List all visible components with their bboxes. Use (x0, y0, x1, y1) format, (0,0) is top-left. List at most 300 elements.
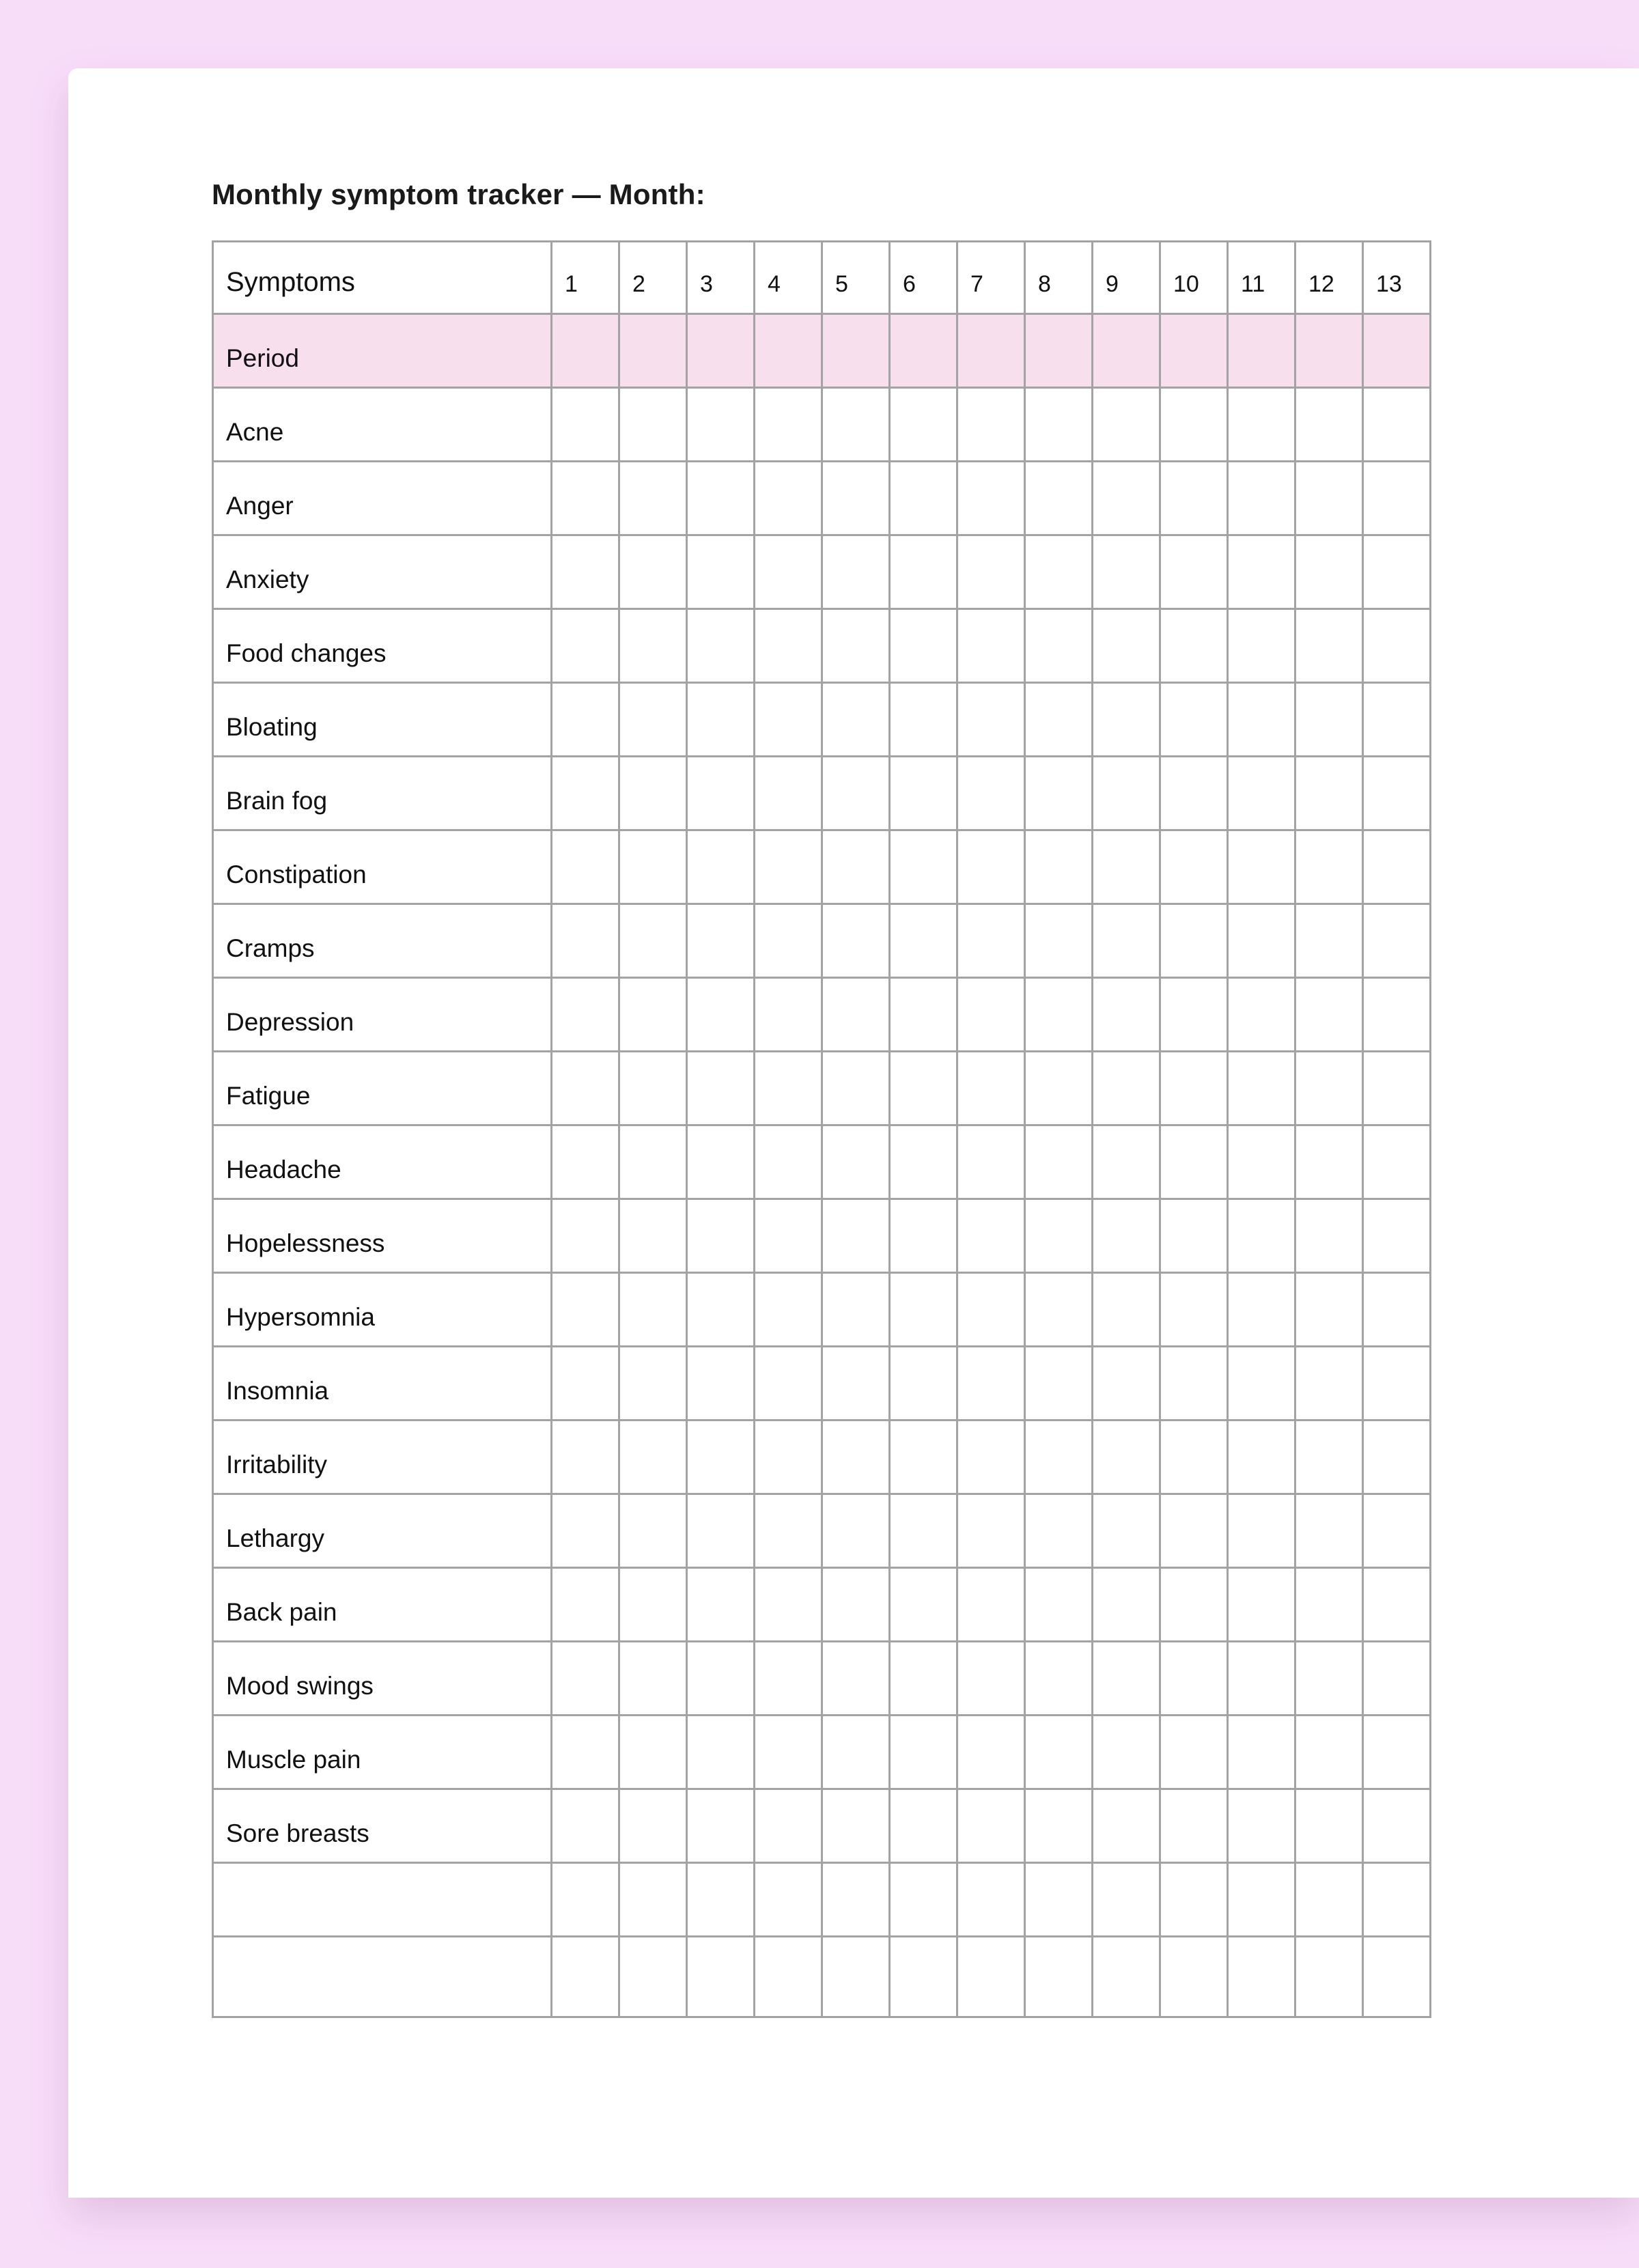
day-checkbox-cell[interactable] (1363, 388, 1431, 462)
day-checkbox-cell[interactable] (957, 1273, 1025, 1347)
day-checkbox-cell[interactable] (1093, 683, 1160, 757)
day-checkbox-cell[interactable] (822, 904, 890, 978)
day-checkbox-cell[interactable] (1025, 1273, 1093, 1347)
day-checkbox-cell[interactable] (1295, 314, 1363, 388)
day-checkbox-cell[interactable] (1025, 1789, 1093, 1863)
day-checkbox-cell[interactable] (1295, 683, 1363, 757)
day-checkbox-cell[interactable] (822, 388, 890, 462)
day-checkbox-cell[interactable] (552, 462, 619, 535)
day-checkbox-cell[interactable] (755, 978, 822, 1052)
day-checkbox-cell[interactable] (1228, 314, 1295, 388)
day-checkbox-cell[interactable] (1363, 904, 1431, 978)
day-checkbox-cell[interactable] (957, 1789, 1025, 1863)
symptom-label-cell-empty[interactable] (213, 1863, 552, 1937)
day-checkbox-cell[interactable] (619, 1789, 687, 1863)
day-checkbox-cell[interactable] (1160, 1937, 1228, 2017)
day-checkbox-cell[interactable] (1025, 978, 1093, 1052)
day-checkbox-cell[interactable] (1228, 1052, 1295, 1125)
day-checkbox-cell[interactable] (822, 683, 890, 757)
day-checkbox-cell[interactable] (687, 314, 755, 388)
day-checkbox-cell[interactable] (755, 830, 822, 904)
day-checkbox-cell[interactable] (552, 1199, 619, 1273)
day-checkbox-cell[interactable] (619, 1642, 687, 1716)
day-checkbox-cell[interactable] (1160, 830, 1228, 904)
day-checkbox-cell[interactable] (619, 904, 687, 978)
day-checkbox-cell[interactable] (957, 1937, 1025, 2017)
day-checkbox-cell[interactable] (755, 757, 822, 830)
day-checkbox-cell[interactable] (1295, 1273, 1363, 1347)
day-checkbox-cell[interactable] (619, 1420, 687, 1494)
day-checkbox-cell[interactable] (1093, 535, 1160, 609)
day-checkbox-cell[interactable] (1025, 1125, 1093, 1199)
day-checkbox-cell[interactable] (1025, 757, 1093, 830)
day-checkbox-cell[interactable] (687, 1642, 755, 1716)
symptom-label-cell[interactable]: Sore breasts (213, 1789, 552, 1863)
symptom-label-cell[interactable]: Back pain (213, 1568, 552, 1642)
symptom-label-cell[interactable]: Mood swings (213, 1642, 552, 1716)
day-checkbox-cell[interactable] (1093, 1199, 1160, 1273)
day-checkbox-cell[interactable] (1363, 609, 1431, 683)
day-checkbox-cell[interactable] (1295, 1937, 1363, 2017)
day-checkbox-cell[interactable] (619, 314, 687, 388)
day-checkbox-cell[interactable] (755, 1420, 822, 1494)
day-checkbox-cell[interactable] (1228, 830, 1295, 904)
day-checkbox-cell[interactable] (957, 1125, 1025, 1199)
day-checkbox-cell[interactable] (1295, 757, 1363, 830)
day-checkbox-cell[interactable] (1160, 683, 1228, 757)
day-checkbox-cell[interactable] (619, 1347, 687, 1420)
day-checkbox-cell[interactable] (957, 1199, 1025, 1273)
day-checkbox-cell[interactable] (1160, 1568, 1228, 1642)
day-checkbox-cell[interactable] (1093, 1273, 1160, 1347)
day-checkbox-cell[interactable] (822, 609, 890, 683)
day-checkbox-cell[interactable] (552, 1494, 619, 1568)
day-checkbox-cell[interactable] (552, 1273, 619, 1347)
day-checkbox-cell[interactable] (890, 1863, 957, 1937)
day-checkbox-cell[interactable] (1093, 978, 1160, 1052)
day-checkbox-cell[interactable] (552, 757, 619, 830)
day-checkbox-cell[interactable] (1160, 1273, 1228, 1347)
day-checkbox-cell[interactable] (822, 1347, 890, 1420)
day-checkbox-cell[interactable] (890, 830, 957, 904)
symptom-label-cell[interactable]: Headache (213, 1125, 552, 1199)
day-checkbox-cell[interactable] (1295, 1716, 1363, 1789)
day-checkbox-cell[interactable] (890, 1420, 957, 1494)
day-checkbox-cell[interactable] (687, 1420, 755, 1494)
day-checkbox-cell[interactable] (755, 1789, 822, 1863)
day-checkbox-cell[interactable] (1160, 1125, 1228, 1199)
day-checkbox-cell[interactable] (619, 388, 687, 462)
day-checkbox-cell[interactable] (619, 1494, 687, 1568)
day-checkbox-cell[interactable] (1228, 1863, 1295, 1937)
day-checkbox-cell[interactable] (1160, 757, 1228, 830)
day-checkbox-cell[interactable] (957, 462, 1025, 535)
day-checkbox-cell[interactable] (687, 904, 755, 978)
day-checkbox-cell[interactable] (552, 904, 619, 978)
day-checkbox-cell[interactable] (755, 1863, 822, 1937)
day-checkbox-cell[interactable] (1363, 830, 1431, 904)
day-checkbox-cell[interactable] (1228, 683, 1295, 757)
day-checkbox-cell[interactable] (755, 1494, 822, 1568)
day-checkbox-cell[interactable] (552, 1937, 619, 2017)
day-checkbox-cell[interactable] (1295, 830, 1363, 904)
day-checkbox-cell[interactable] (1228, 1125, 1295, 1199)
symptom-label-cell[interactable]: Brain fog (213, 757, 552, 830)
day-checkbox-cell[interactable] (1295, 1642, 1363, 1716)
day-checkbox-cell[interactable] (755, 1642, 822, 1716)
day-checkbox-cell[interactable] (957, 388, 1025, 462)
day-checkbox-cell[interactable] (1363, 1789, 1431, 1863)
day-checkbox-cell[interactable] (1295, 904, 1363, 978)
day-checkbox-cell[interactable] (619, 830, 687, 904)
day-checkbox-cell[interactable] (1295, 1420, 1363, 1494)
day-checkbox-cell[interactable] (1363, 1863, 1431, 1937)
day-checkbox-cell[interactable] (687, 978, 755, 1052)
day-checkbox-cell[interactable] (1363, 757, 1431, 830)
day-checkbox-cell[interactable] (822, 535, 890, 609)
day-checkbox-cell[interactable] (619, 1568, 687, 1642)
day-checkbox-cell[interactable] (1025, 1863, 1093, 1937)
day-checkbox-cell[interactable] (1363, 1420, 1431, 1494)
day-checkbox-cell[interactable] (890, 1568, 957, 1642)
day-checkbox-cell[interactable] (1160, 388, 1228, 462)
day-checkbox-cell[interactable] (822, 757, 890, 830)
day-checkbox-cell[interactable] (1295, 535, 1363, 609)
day-checkbox-cell[interactable] (687, 1125, 755, 1199)
day-checkbox-cell[interactable] (687, 535, 755, 609)
day-checkbox-cell[interactable] (1295, 609, 1363, 683)
day-checkbox-cell[interactable] (890, 1494, 957, 1568)
day-checkbox-cell[interactable] (1093, 1052, 1160, 1125)
day-checkbox-cell[interactable] (1160, 314, 1228, 388)
day-checkbox-cell[interactable] (1025, 1420, 1093, 1494)
day-checkbox-cell[interactable] (957, 1420, 1025, 1494)
day-checkbox-cell[interactable] (687, 1494, 755, 1568)
symptom-label-cell[interactable]: Insomnia (213, 1347, 552, 1420)
day-checkbox-cell[interactable] (1160, 1642, 1228, 1716)
day-checkbox-cell[interactable] (822, 978, 890, 1052)
day-checkbox-cell[interactable] (890, 1273, 957, 1347)
day-checkbox-cell[interactable] (552, 609, 619, 683)
day-checkbox-cell[interactable] (755, 314, 822, 388)
day-checkbox-cell[interactable] (552, 1789, 619, 1863)
day-checkbox-cell[interactable] (1093, 1568, 1160, 1642)
day-checkbox-cell[interactable] (552, 1716, 619, 1789)
day-checkbox-cell[interactable] (890, 1789, 957, 1863)
day-checkbox-cell[interactable] (687, 757, 755, 830)
day-checkbox-cell[interactable] (1228, 1347, 1295, 1420)
day-checkbox-cell[interactable] (687, 462, 755, 535)
symptom-label-cell[interactable]: Irritability (213, 1420, 552, 1494)
day-checkbox-cell[interactable] (1363, 314, 1431, 388)
day-checkbox-cell[interactable] (1295, 462, 1363, 535)
day-checkbox-cell[interactable] (1228, 462, 1295, 535)
day-checkbox-cell[interactable] (1160, 1347, 1228, 1420)
day-checkbox-cell[interactable] (1160, 462, 1228, 535)
day-checkbox-cell[interactable] (687, 1347, 755, 1420)
day-checkbox-cell[interactable] (822, 1789, 890, 1863)
day-checkbox-cell[interactable] (755, 1125, 822, 1199)
day-checkbox-cell[interactable] (687, 1568, 755, 1642)
day-checkbox-cell[interactable] (755, 1199, 822, 1273)
day-checkbox-cell[interactable] (890, 609, 957, 683)
day-checkbox-cell[interactable] (1160, 1494, 1228, 1568)
day-checkbox-cell[interactable] (1295, 1125, 1363, 1199)
day-checkbox-cell[interactable] (890, 314, 957, 388)
day-checkbox-cell[interactable] (1093, 1863, 1160, 1937)
day-checkbox-cell[interactable] (687, 388, 755, 462)
day-checkbox-cell[interactable] (890, 462, 957, 535)
day-checkbox-cell[interactable] (755, 1716, 822, 1789)
day-checkbox-cell[interactable] (890, 978, 957, 1052)
day-checkbox-cell[interactable] (1160, 1716, 1228, 1789)
day-checkbox-cell[interactable] (822, 1642, 890, 1716)
day-checkbox-cell[interactable] (890, 1125, 957, 1199)
day-checkbox-cell[interactable] (552, 314, 619, 388)
day-checkbox-cell[interactable] (1363, 1347, 1431, 1420)
day-checkbox-cell[interactable] (1228, 535, 1295, 609)
day-checkbox-cell[interactable] (1025, 1199, 1093, 1273)
day-checkbox-cell[interactable] (1363, 1937, 1431, 2017)
symptom-label-cell[interactable]: Anxiety (213, 535, 552, 609)
day-checkbox-cell[interactable] (687, 830, 755, 904)
day-checkbox-cell[interactable] (1363, 683, 1431, 757)
symptom-label-cell-empty[interactable] (213, 1937, 552, 2017)
day-checkbox-cell[interactable] (755, 1937, 822, 2017)
symptom-label-cell[interactable]: Depression (213, 978, 552, 1052)
day-checkbox-cell[interactable] (1363, 1642, 1431, 1716)
day-checkbox-cell[interactable] (1228, 1273, 1295, 1347)
day-checkbox-cell[interactable] (890, 1642, 957, 1716)
day-checkbox-cell[interactable] (552, 978, 619, 1052)
day-checkbox-cell[interactable] (822, 830, 890, 904)
day-checkbox-cell[interactable] (1363, 1125, 1431, 1199)
day-checkbox-cell[interactable] (687, 1052, 755, 1125)
day-checkbox-cell[interactable] (687, 1273, 755, 1347)
day-checkbox-cell[interactable] (619, 978, 687, 1052)
day-checkbox-cell[interactable] (1363, 1273, 1431, 1347)
day-checkbox-cell[interactable] (1228, 1568, 1295, 1642)
day-checkbox-cell[interactable] (1160, 1420, 1228, 1494)
day-checkbox-cell[interactable] (552, 1052, 619, 1125)
day-checkbox-cell[interactable] (822, 1273, 890, 1347)
day-checkbox-cell[interactable] (822, 1420, 890, 1494)
day-checkbox-cell[interactable] (1160, 1789, 1228, 1863)
day-checkbox-cell[interactable] (1025, 683, 1093, 757)
day-checkbox-cell[interactable] (1228, 757, 1295, 830)
day-checkbox-cell[interactable] (755, 683, 822, 757)
symptom-label-cell[interactable]: Hypersomnia (213, 1273, 552, 1347)
day-checkbox-cell[interactable] (1295, 1347, 1363, 1420)
day-checkbox-cell[interactable] (957, 1568, 1025, 1642)
day-checkbox-cell[interactable] (687, 683, 755, 757)
day-checkbox-cell[interactable] (619, 535, 687, 609)
day-checkbox-cell[interactable] (890, 683, 957, 757)
day-checkbox-cell[interactable] (822, 314, 890, 388)
day-checkbox-cell[interactable] (957, 314, 1025, 388)
day-checkbox-cell[interactable] (1228, 1494, 1295, 1568)
day-checkbox-cell[interactable] (890, 388, 957, 462)
day-checkbox-cell[interactable] (1025, 1716, 1093, 1789)
day-checkbox-cell[interactable] (1025, 314, 1093, 388)
day-checkbox-cell[interactable] (619, 1052, 687, 1125)
day-checkbox-cell[interactable] (1025, 1347, 1093, 1420)
day-checkbox-cell[interactable] (1025, 609, 1093, 683)
day-checkbox-cell[interactable] (1295, 1199, 1363, 1273)
day-checkbox-cell[interactable] (1093, 757, 1160, 830)
day-checkbox-cell[interactable] (1363, 1716, 1431, 1789)
symptom-label-cell[interactable]: Muscle pain (213, 1716, 552, 1789)
day-checkbox-cell[interactable] (1363, 535, 1431, 609)
day-checkbox-cell[interactable] (1160, 904, 1228, 978)
day-checkbox-cell[interactable] (552, 830, 619, 904)
day-checkbox-cell[interactable] (552, 535, 619, 609)
day-checkbox-cell[interactable] (1093, 904, 1160, 978)
day-checkbox-cell[interactable] (1093, 609, 1160, 683)
day-checkbox-cell[interactable] (755, 1347, 822, 1420)
day-checkbox-cell[interactable] (822, 1568, 890, 1642)
day-checkbox-cell[interactable] (822, 1716, 890, 1789)
day-checkbox-cell[interactable] (1025, 462, 1093, 535)
day-checkbox-cell[interactable] (957, 1642, 1025, 1716)
day-checkbox-cell[interactable] (1363, 1052, 1431, 1125)
day-checkbox-cell[interactable] (755, 904, 822, 978)
day-checkbox-cell[interactable] (822, 462, 890, 535)
day-checkbox-cell[interactable] (687, 1937, 755, 2017)
day-checkbox-cell[interactable] (890, 1199, 957, 1273)
day-checkbox-cell[interactable] (1025, 904, 1093, 978)
day-checkbox-cell[interactable] (890, 1716, 957, 1789)
day-checkbox-cell[interactable] (552, 1863, 619, 1937)
day-checkbox-cell[interactable] (822, 1863, 890, 1937)
day-checkbox-cell[interactable] (552, 1642, 619, 1716)
day-checkbox-cell[interactable] (755, 388, 822, 462)
day-checkbox-cell[interactable] (755, 1273, 822, 1347)
day-checkbox-cell[interactable] (619, 462, 687, 535)
day-checkbox-cell[interactable] (1160, 1052, 1228, 1125)
day-checkbox-cell[interactable] (1228, 1199, 1295, 1273)
day-checkbox-cell[interactable] (619, 1937, 687, 2017)
day-checkbox-cell[interactable] (957, 1052, 1025, 1125)
day-checkbox-cell[interactable] (687, 1863, 755, 1937)
day-checkbox-cell[interactable] (890, 757, 957, 830)
day-checkbox-cell[interactable] (1363, 978, 1431, 1052)
day-checkbox-cell[interactable] (1160, 609, 1228, 683)
day-checkbox-cell[interactable] (619, 683, 687, 757)
day-checkbox-cell[interactable] (1093, 1642, 1160, 1716)
day-checkbox-cell[interactable] (1228, 388, 1295, 462)
day-checkbox-cell[interactable] (957, 1863, 1025, 1937)
day-checkbox-cell[interactable] (1160, 1863, 1228, 1937)
day-checkbox-cell[interactable] (755, 1568, 822, 1642)
day-checkbox-cell[interactable] (890, 1052, 957, 1125)
day-checkbox-cell[interactable] (1228, 609, 1295, 683)
day-checkbox-cell[interactable] (619, 609, 687, 683)
day-checkbox-cell[interactable] (619, 1125, 687, 1199)
day-checkbox-cell[interactable] (1093, 1716, 1160, 1789)
day-checkbox-cell[interactable] (755, 462, 822, 535)
day-checkbox-cell[interactable] (957, 830, 1025, 904)
day-checkbox-cell[interactable] (687, 1789, 755, 1863)
day-checkbox-cell[interactable] (957, 978, 1025, 1052)
day-checkbox-cell[interactable] (687, 1199, 755, 1273)
day-checkbox-cell[interactable] (1025, 1642, 1093, 1716)
day-checkbox-cell[interactable] (890, 535, 957, 609)
day-checkbox-cell[interactable] (957, 1347, 1025, 1420)
day-checkbox-cell[interactable] (1093, 1420, 1160, 1494)
day-checkbox-cell[interactable] (957, 1716, 1025, 1789)
day-checkbox-cell[interactable] (619, 1273, 687, 1347)
day-checkbox-cell[interactable] (1295, 1789, 1363, 1863)
day-checkbox-cell[interactable] (755, 609, 822, 683)
symptom-label-cell[interactable]: Fatigue (213, 1052, 552, 1125)
day-checkbox-cell[interactable] (619, 1863, 687, 1937)
day-checkbox-cell[interactable] (1025, 1937, 1093, 2017)
day-checkbox-cell[interactable] (619, 1199, 687, 1273)
day-checkbox-cell[interactable] (1363, 1568, 1431, 1642)
day-checkbox-cell[interactable] (1025, 1568, 1093, 1642)
day-checkbox-cell[interactable] (822, 1199, 890, 1273)
day-checkbox-cell[interactable] (1025, 830, 1093, 904)
day-checkbox-cell[interactable] (687, 1716, 755, 1789)
day-checkbox-cell[interactable] (957, 1494, 1025, 1568)
day-checkbox-cell[interactable] (552, 1420, 619, 1494)
day-checkbox-cell[interactable] (619, 1716, 687, 1789)
symptom-label-cell[interactable]: Constipation (213, 830, 552, 904)
day-checkbox-cell[interactable] (687, 609, 755, 683)
day-checkbox-cell[interactable] (822, 1494, 890, 1568)
day-checkbox-cell[interactable] (890, 1937, 957, 2017)
day-checkbox-cell[interactable] (822, 1052, 890, 1125)
day-checkbox-cell[interactable] (1295, 388, 1363, 462)
symptom-label-cell[interactable]: Acne (213, 388, 552, 462)
day-checkbox-cell[interactable] (619, 757, 687, 830)
day-checkbox-cell[interactable] (890, 904, 957, 978)
day-checkbox-cell[interactable] (1228, 1937, 1295, 2017)
day-checkbox-cell[interactable] (755, 1052, 822, 1125)
day-checkbox-cell[interactable] (957, 904, 1025, 978)
day-checkbox-cell[interactable] (1363, 1494, 1431, 1568)
day-checkbox-cell[interactable] (1093, 1347, 1160, 1420)
day-checkbox-cell[interactable] (822, 1937, 890, 2017)
day-checkbox-cell[interactable] (1093, 1494, 1160, 1568)
day-checkbox-cell[interactable] (1160, 978, 1228, 1052)
day-checkbox-cell[interactable] (1228, 978, 1295, 1052)
day-checkbox-cell[interactable] (1025, 1494, 1093, 1568)
symptom-label-cell[interactable]: Hopelessness (213, 1199, 552, 1273)
day-checkbox-cell[interactable] (755, 535, 822, 609)
day-checkbox-cell[interactable] (552, 683, 619, 757)
day-checkbox-cell[interactable] (1160, 535, 1228, 609)
day-checkbox-cell[interactable] (1363, 1199, 1431, 1273)
day-checkbox-cell[interactable] (957, 535, 1025, 609)
day-checkbox-cell[interactable] (1228, 904, 1295, 978)
day-checkbox-cell[interactable] (1093, 1937, 1160, 2017)
day-checkbox-cell[interactable] (957, 757, 1025, 830)
day-checkbox-cell[interactable] (1228, 1789, 1295, 1863)
day-checkbox-cell[interactable] (1228, 1716, 1295, 1789)
day-checkbox-cell[interactable] (1160, 1199, 1228, 1273)
symptom-label-cell[interactable]: Anger (213, 462, 552, 535)
day-checkbox-cell[interactable] (890, 1347, 957, 1420)
day-checkbox-cell[interactable] (1093, 314, 1160, 388)
day-checkbox-cell[interactable] (552, 1125, 619, 1199)
symptom-label-cell[interactable]: Lethargy (213, 1494, 552, 1568)
symptom-label-cell[interactable]: Bloating (213, 683, 552, 757)
symptom-label-cell[interactable]: Food changes (213, 609, 552, 683)
day-checkbox-cell[interactable] (1093, 830, 1160, 904)
day-checkbox-cell[interactable] (1228, 1642, 1295, 1716)
